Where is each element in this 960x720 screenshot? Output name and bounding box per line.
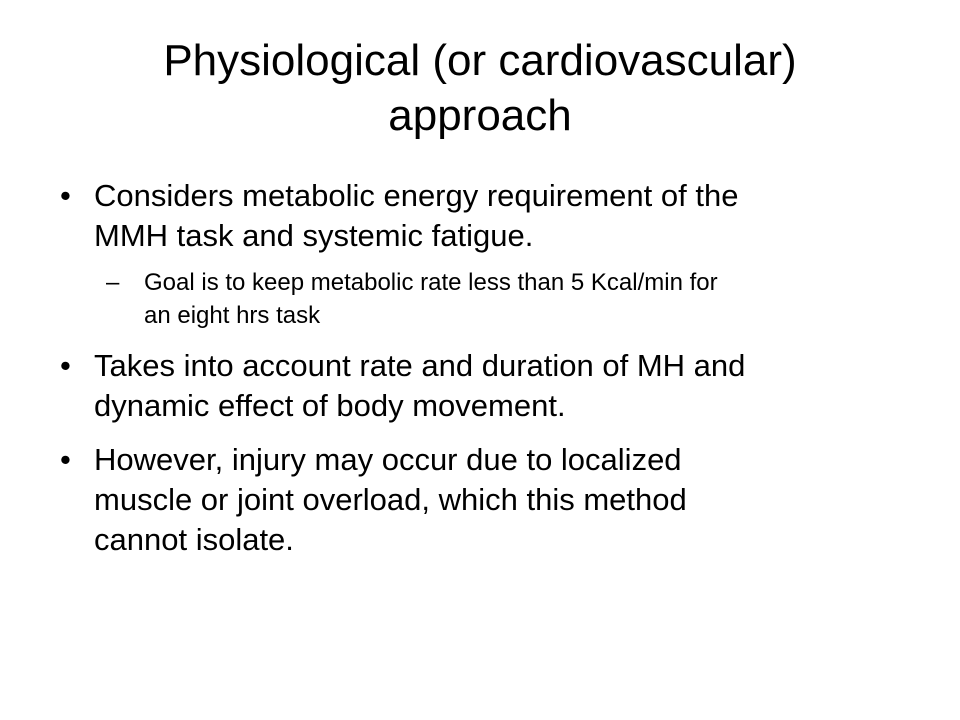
bullet-marker: • xyxy=(60,442,71,477)
bullet-line: muscle or joint overload, which this method xyxy=(94,482,687,517)
sub-bullet-line: an eight hrs task xyxy=(144,302,321,329)
title-line: approach xyxy=(388,91,572,140)
bullet-line: Takes into account rate and duration of MH and xyxy=(94,348,746,383)
bullet-line: cannot isolate. xyxy=(94,522,294,557)
bullet-marker: • xyxy=(60,178,71,213)
bullet-line: Considers metabolic energy requirement of the xyxy=(94,178,739,213)
bullet-marker: • xyxy=(60,348,71,383)
sub-bullet-item xyxy=(106,266,920,332)
title-line: Physiological (or cardiovascular) xyxy=(163,36,797,85)
bullet-line: dynamic effect of body movement. xyxy=(94,388,566,423)
sub-bullet-marker: – xyxy=(106,269,120,296)
bullet-item xyxy=(60,176,920,332)
sub-bullet-line: Goal is to keep metabolic rate less than 5 Kcal/min for xyxy=(144,269,718,296)
bullet-line: MMH task and systemic fatigue. xyxy=(94,218,534,253)
bullet-item xyxy=(60,346,920,426)
slide-title xyxy=(60,33,900,143)
sub-bullet-list xyxy=(94,266,920,332)
bullet-list xyxy=(60,176,920,574)
bullet-line: However, injury may occur due to localized xyxy=(94,442,682,477)
bullet-item xyxy=(60,440,920,560)
